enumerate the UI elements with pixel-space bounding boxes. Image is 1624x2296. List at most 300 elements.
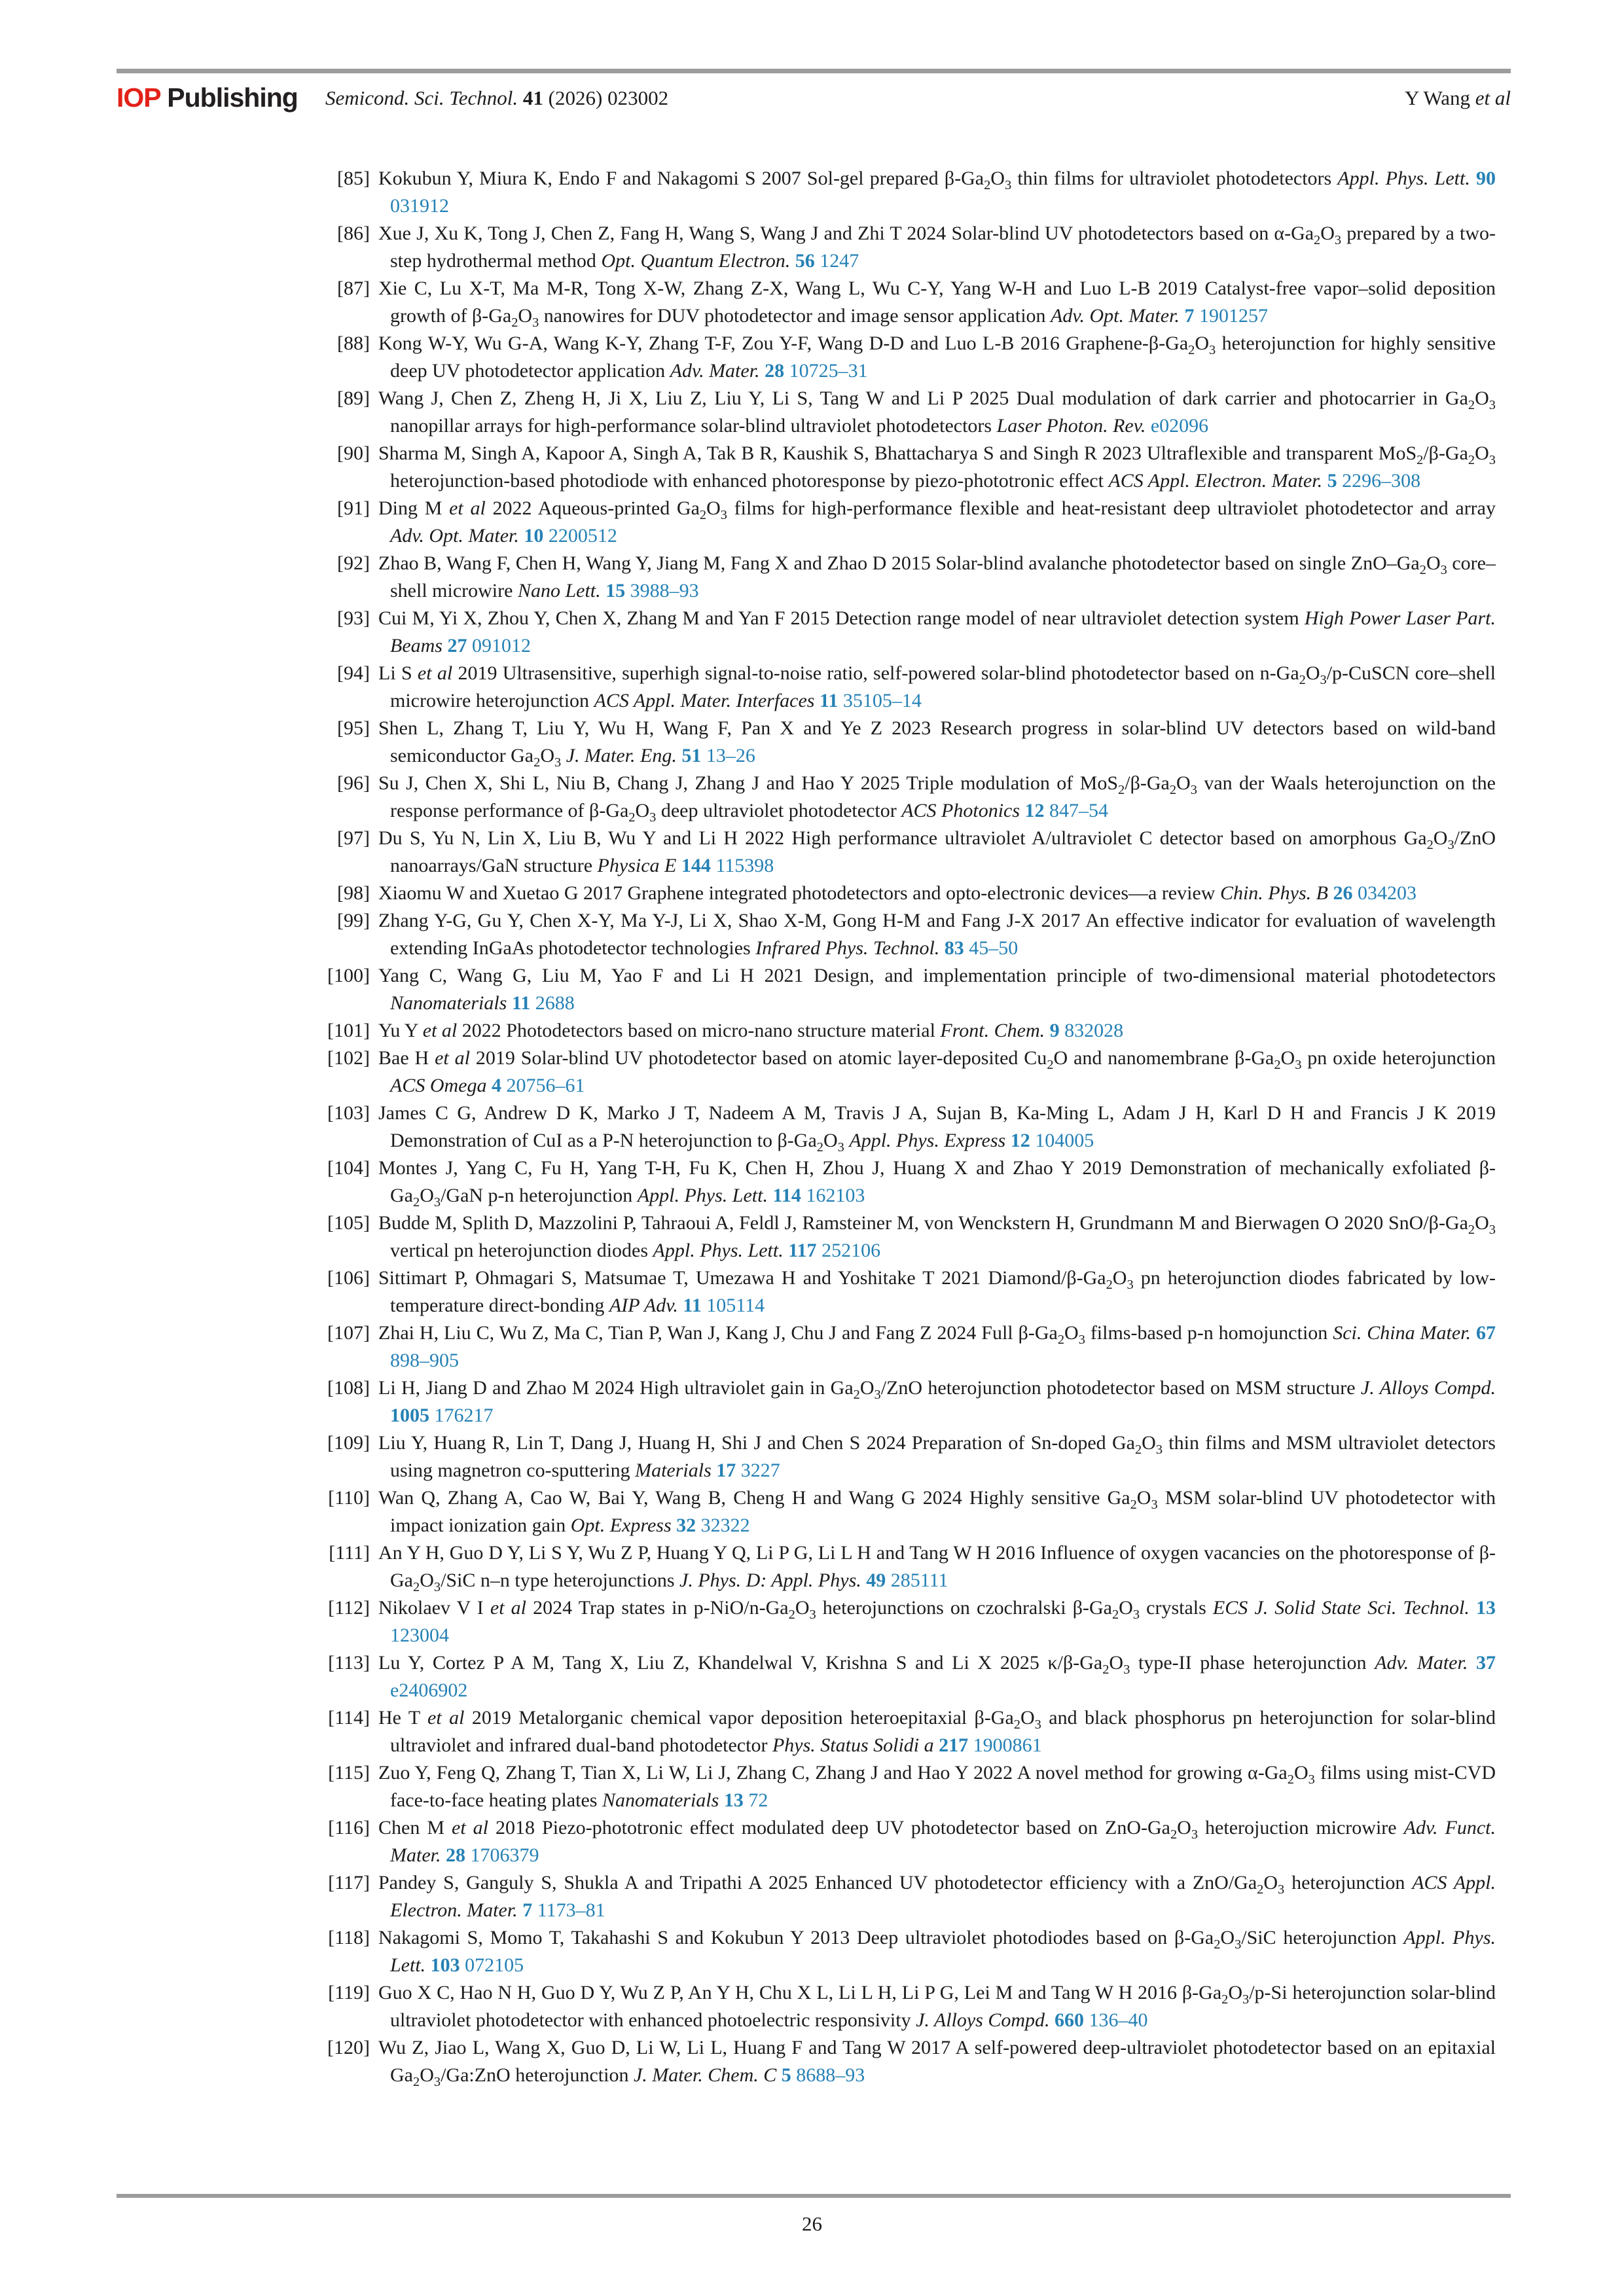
reference-link[interactable]: 162103 — [806, 1185, 865, 1206]
reference-number: [112] — [328, 1597, 370, 1619]
reference-segment: pn oxide heterojunction — [1301, 1047, 1496, 1069]
reference-link[interactable]: 104005 — [1035, 1130, 1094, 1151]
reference-link[interactable]: 034203 — [1357, 882, 1416, 904]
reference-link[interactable]: 72 — [748, 1789, 768, 1811]
reference-link[interactable]: 285111 — [890, 1570, 948, 1591]
reference-link[interactable]: 35105–14 — [842, 690, 922, 711]
reference-segment: vertical pn heterojunction diodes — [390, 1240, 653, 1261]
subscript-text: 2 — [1468, 398, 1475, 412]
reference-link[interactable]: 1900861 — [973, 1734, 1042, 1756]
reference-segment: 2022 Aqueous-printed Ga — [485, 497, 700, 519]
reference-link[interactable]: 12 — [1024, 800, 1045, 821]
reference-segment: O — [420, 1570, 434, 1591]
reference-number: [98] — [337, 882, 370, 904]
reference-segment — [814, 690, 820, 711]
reference-link[interactable]: 83 — [944, 937, 964, 959]
reference-segment — [838, 690, 843, 711]
reference-item — [323, 440, 1496, 495]
subscript-text: 3 — [1190, 783, 1197, 797]
subscript-text: 2 — [1468, 1223, 1475, 1237]
reference-segment: Pandey S, Ganguly S, Shukla A and Tripathi A 2025 Enhanced UV photodetector efficiency with a ZnO/Ga — [378, 1872, 1257, 1893]
reference-number: [89] — [337, 387, 370, 409]
journal-name: Opt. Quantum Electron. — [601, 250, 791, 272]
reference-segment: O — [1228, 1982, 1243, 2003]
reference-item — [323, 385, 1496, 440]
reference-segment: Zuo Y, Feng Q, Zhang T, Tian X, Li W, Li J, Zhang C, Zhang J and Hao Y 2022 A novel method for growing α-Ga — [378, 1762, 1288, 1784]
reference-number: [91] — [337, 497, 370, 519]
subscript-text: 2 — [1188, 343, 1195, 357]
reference-segment: nanopillar arrays for high-performance solar-blind ultraviolet photodetectors — [390, 415, 997, 437]
subscript-text: 2 — [511, 315, 518, 330]
journal-name: Adv. Funct. Mater. — [390, 1817, 1496, 1866]
reference-text — [378, 275, 1496, 330]
journal-name: et al — [417, 662, 453, 684]
reference-segment: O — [1263, 1872, 1278, 1893]
subscript-text: 3 — [1078, 1333, 1085, 1347]
reference-segment: crystals — [1140, 1597, 1213, 1619]
subscript-text: 3 — [1034, 1717, 1041, 1732]
subscript-text: 2 — [1314, 233, 1321, 247]
reference-segment: /ZnO heterojunction photodetector based on MSM structure — [880, 1377, 1361, 1399]
reference-segment: films using mist-CVD face-to-face heating plates — [390, 1762, 1496, 1811]
journal-name: Appl. Phys. Lett. — [637, 1185, 768, 1206]
journal-name: ACS Omega — [390, 1075, 487, 1096]
subscript-text: 3 — [1308, 1772, 1315, 1787]
reference-link[interactable]: 13 — [1476, 1597, 1496, 1619]
reference-segment — [486, 1075, 492, 1096]
reference-item — [323, 220, 1496, 275]
subscript-text: 3 — [1295, 1058, 1302, 1072]
reference-segment: Wu Z, Jiao L, Wang X, Guo D, Li W, Li L, Huang F and Tang W 2017 A self-powered deep-ultraviolet photodetector based on an epitaxial Ga — [378, 2037, 1496, 2086]
reference-item — [323, 1045, 1496, 1100]
reference-segment: O — [1475, 1212, 1489, 1234]
reference-item — [323, 1017, 1496, 1045]
reference-segment: Li H, Jiang D and Zhao M 2024 High ultraviolet gain in Ga — [378, 1377, 854, 1399]
subscript-text: 3 — [1320, 673, 1327, 687]
reference-number: [118] — [328, 1927, 370, 1948]
reference-segment: Su J, Chen X, Shi L, Niu B, Chang J, Zhang J and Hao Y 2025 Triple modulation of MoS — [378, 772, 1119, 794]
reference-text — [378, 1759, 1496, 1814]
reference-link[interactable]: 217 — [939, 1734, 969, 1756]
reference-segment: nanowires for DUV photodetector and image sensor application — [539, 305, 1051, 327]
reference-link[interactable]: 2296–308 — [1342, 470, 1421, 492]
reference-item — [323, 1594, 1496, 1649]
journal-name: Laser Photon. Rev. — [996, 415, 1146, 437]
reference-link[interactable]: 51 — [681, 745, 702, 766]
reference-link[interactable]: 27 — [447, 635, 467, 656]
reference-text — [378, 220, 1496, 275]
reference-text — [378, 907, 1496, 962]
reference-link[interactable]: 11 — [511, 992, 531, 1014]
reference-segment: O — [1220, 1927, 1235, 1948]
subscript-text: 2 — [1274, 1058, 1281, 1072]
subscript-text: 3 — [1132, 1607, 1140, 1622]
reference-link[interactable]: 1247 — [820, 250, 859, 272]
reference-segment — [939, 937, 945, 959]
reference-segment: thin films and MSM ultraviolet detectors using magnetron co-sputtering — [390, 1432, 1496, 1481]
subscript-text: 2 — [1047, 1058, 1054, 1072]
subscript-text: 2 — [1169, 783, 1177, 797]
reference-link[interactable]: 49 — [866, 1570, 886, 1591]
reference-segment: He T — [378, 1707, 428, 1729]
reference-segment — [561, 745, 566, 766]
reference-segment: heterojunction-based photodiode with enhanced photoresponse by piezo-phototronic effect — [390, 470, 1109, 492]
reference-number: [86] — [337, 223, 370, 244]
reference-segment: Kong W-Y, Wu G-A, Wang K-Y, Zhang T-F, Zou Y-F, Wang D-D and Luo L-B 2016 Graphene-β-Ga — [378, 332, 1189, 354]
reference-text — [378, 1155, 1496, 1210]
reference-segment — [1468, 1652, 1476, 1674]
reference-number: [90] — [337, 442, 370, 464]
reference-number: [94] — [337, 662, 370, 684]
reference-segment — [1060, 1020, 1065, 1041]
reference-link[interactable]: 832028 — [1064, 1020, 1124, 1041]
subscript-text: 2 — [1102, 1662, 1110, 1677]
reference-number: [85] — [337, 168, 370, 189]
reference-segment: O — [1280, 1047, 1295, 1069]
reference-segment: /SiC n–n type heterojunctions — [441, 1570, 680, 1591]
reference-number: [109] — [327, 1432, 370, 1454]
journal-name: Infrared Phys. Technol. — [755, 937, 940, 959]
reference-text — [378, 495, 1496, 550]
reference-segment: O — [1426, 552, 1441, 574]
reference-segment — [1470, 1597, 1476, 1619]
subscript-text: 3 — [1151, 1498, 1158, 1512]
reference-segment — [817, 1240, 822, 1261]
reference-item — [323, 1979, 1496, 2034]
reference-link[interactable]: 2200512 — [548, 525, 617, 547]
reference-segment: Zhai H, Liu C, Wu Z, Ma C, Tian P, Wan J, Kang J, Chu J and Fang Z 2024 Full β-Ga — [378, 1322, 1058, 1344]
reference-segment — [625, 580, 630, 601]
reference-item — [323, 962, 1496, 1017]
reference-segment: thin films for ultraviolet photodetectors — [1011, 168, 1338, 189]
reference-number: [103] — [327, 1102, 370, 1124]
subscript-text: 3 — [1235, 1937, 1242, 1952]
reference-segment: O — [795, 1597, 810, 1619]
reference-segment: /ZnO nanoarrays/GaN structure — [390, 827, 1496, 876]
journal-name: Adv. Mater. — [1375, 1652, 1468, 1674]
reference-link[interactable]: 5 — [781, 2064, 791, 2086]
iop-logo-text: IOP — [117, 82, 160, 113]
reference-link[interactable]: 114 — [772, 1185, 801, 1206]
reference-segment: O — [1119, 1597, 1133, 1619]
reference-link[interactable]: 031912 — [390, 195, 449, 217]
reference-item — [323, 495, 1496, 550]
reference-item — [323, 1265, 1496, 1319]
reference-segment: O and nanomembrane β-Ga — [1053, 1047, 1274, 1069]
reference-text — [378, 715, 1496, 770]
reference-link[interactable]: 37 — [1476, 1652, 1496, 1674]
reference-link[interactable]: e02096 — [1150, 415, 1209, 437]
reference-link[interactable]: 847–54 — [1049, 800, 1109, 821]
reference-link[interactable]: 13–26 — [706, 745, 755, 766]
reference-link[interactable]: 3988–93 — [630, 580, 699, 601]
reference-number: [106] — [327, 1267, 370, 1289]
reference-segment: MSM solar-blind UV photodetector with impact ionization gain — [390, 1487, 1496, 1536]
subscript-text: 3 — [1447, 838, 1454, 852]
reference-link[interactable]: 56 — [795, 250, 815, 272]
reference-segment: Chen M — [378, 1817, 452, 1839]
subscript-text: 2 — [816, 1140, 823, 1155]
reference-link[interactable]: 15 — [605, 580, 626, 601]
reference-segment: core–shell microwire — [390, 552, 1496, 601]
reference-link[interactable]: 1005 — [390, 1405, 429, 1426]
reference-link[interactable]: 28 — [446, 1844, 465, 1866]
reference-link[interactable]: 898–905 — [390, 1350, 459, 1371]
reference-link[interactable]: 660 — [1055, 2009, 1085, 2031]
reference-text — [378, 1319, 1496, 1374]
subscript-text: 3 — [1489, 1223, 1496, 1237]
reference-item — [323, 165, 1496, 220]
reference-segment: 2019 Solar-blind UV photodetector based on atomic layer-deposited Cu — [469, 1047, 1047, 1069]
reference-item — [323, 1759, 1496, 1814]
journal-name: et al — [490, 1597, 527, 1619]
reference-segment — [790, 250, 795, 272]
reference-link[interactable]: 144 — [681, 855, 711, 876]
reference-segment: Sharma M, Singh A, Kapoor A, Singh A, Tak B R, Kaushik S, Bhattacharya S and Singh R 2023 Ultraflexible and transparent MoS — [378, 442, 1417, 464]
reference-segment: O — [990, 168, 1005, 189]
reference-link[interactable]: 1901257 — [1199, 305, 1268, 327]
reference-link[interactable]: 1173–81 — [537, 1899, 605, 1921]
reference-segment: /p-Si heterojunction solar-blind ultraviolet photodetector with enhanced photoelectric responsivity — [390, 1982, 1496, 2031]
reference-link[interactable]: 67 — [1475, 1322, 1496, 1344]
reference-link[interactable]: 8688–93 — [796, 2064, 865, 2086]
reference-segment: Guo X C, Hao N H, Guo D Y, Wu Z P, An Y H, Chu X L, Li L H, Li P G, Lei M and Tang W H 2016 β-Ga — [378, 1982, 1222, 2003]
reference-segment: An Y H, Guo D Y, Li S Y, Wu Z P, Huang Y Q, Li P G, Li L H and Tang W H 2016 Influence of oxygen vacancies on the photoresponse of β-Ga — [378, 1542, 1496, 1591]
reference-segment: O — [1177, 1817, 1191, 1839]
reference-link[interactable]: 32 — [676, 1515, 696, 1536]
reference-segment — [1322, 470, 1327, 492]
reference-text — [378, 1594, 1496, 1649]
reference-link[interactable]: 2688 — [535, 992, 575, 1014]
reference-item — [323, 1869, 1496, 1924]
reference-link[interactable]: 10725–31 — [789, 360, 868, 382]
reference-link[interactable]: 5 — [1327, 470, 1337, 492]
reference-link[interactable]: 115398 — [715, 855, 774, 876]
reference-segment: /β-Ga — [1125, 772, 1170, 794]
journal-name: Phys. Status Solidi a — [772, 1734, 934, 1756]
reference-segment: O — [518, 305, 533, 327]
subscript-text: 3 — [649, 810, 657, 825]
reference-segment: prepared by a two-step hydrothermal method — [390, 223, 1496, 272]
journal-name: Nanomaterials — [390, 992, 507, 1014]
reference-link[interactable]: 252106 — [821, 1240, 881, 1261]
reference-segment: Yang C, Wang G, Liu M, Yao F and Li H 2021 Design, and implementation principle of two-dimensional material photodetectors — [378, 965, 1496, 986]
reference-link[interactable]: 90 — [1476, 168, 1496, 189]
reference-item — [323, 907, 1496, 962]
reference-segment: O — [1142, 1432, 1156, 1454]
journal-name: et al — [422, 1020, 458, 1041]
reference-text — [378, 1539, 1496, 1594]
reference-segment: /β-Ga — [1423, 442, 1468, 464]
reference-segment: Du S, Yu N, Lin X, Liu B, Wu Y and Li H 2022 High performance ultraviolet A/ultraviolet C detector based on amorphous Ga — [378, 827, 1427, 849]
reference-item — [323, 550, 1496, 605]
subscript-text: 2 — [699, 508, 707, 522]
journal-name: et al — [449, 497, 486, 519]
journal-name: Physica E — [597, 855, 677, 876]
journal-name: Appl. Phys. Express — [849, 1130, 1006, 1151]
reference-segment — [736, 1460, 741, 1481]
reference-link[interactable]: e2406902 — [390, 1679, 468, 1701]
journal-name: ECS J. Solid State Sci. Technol. — [1212, 1597, 1470, 1619]
subscript-text: 3 — [1489, 453, 1496, 467]
reference-segment — [1020, 800, 1025, 821]
reference-item — [323, 825, 1496, 880]
reference-segment — [968, 1734, 973, 1756]
reference-segment — [760, 360, 765, 382]
reference-link[interactable]: 45–50 — [969, 937, 1019, 959]
journal-name: AIP Adv. — [609, 1295, 678, 1316]
reference-link[interactable]: 13 — [723, 1789, 744, 1811]
reference-link[interactable]: 28 — [765, 360, 785, 382]
reference-link[interactable]: 4 — [491, 1075, 501, 1096]
subscript-text: 2 — [1416, 453, 1424, 467]
reference-segment: Wan Q, Zhang A, Cao W, Bai Y, Wang B, Cheng H and Wang G 2024 Highly sensitive Ga — [378, 1487, 1130, 1509]
journal-name: Adv. Opt. Mater. — [1051, 305, 1180, 327]
reference-text — [378, 605, 1496, 660]
reference-link[interactable]: 3227 — [740, 1460, 780, 1481]
reference-number: [107] — [327, 1322, 370, 1344]
reference-segment: 2018 Piezo-phototronic effect modulated deep UV photodetector based on ZnO-Ga — [488, 1817, 1170, 1839]
reference-segment: O — [540, 745, 554, 766]
reference-link[interactable]: 26 — [1333, 882, 1353, 904]
reference-link[interactable]: 9 — [1049, 1020, 1060, 1041]
reference-number: [120] — [327, 2037, 370, 2058]
footer-rule — [117, 2194, 1511, 2198]
reference-list — [323, 165, 1496, 2089]
reference-number: [100] — [327, 965, 370, 986]
reference-segment — [1050, 2009, 1055, 2031]
subscript-text: 3 — [1127, 1278, 1134, 1292]
reference-text — [378, 440, 1496, 495]
reference-link[interactable]: 1706379 — [470, 1844, 539, 1866]
reference-link[interactable]: 7 — [522, 1899, 533, 1921]
reference-segment: /p-CuSCN core–shell microwire heterojunction — [390, 662, 1496, 711]
reference-text — [378, 330, 1496, 385]
journal-name: Materials — [635, 1460, 712, 1481]
reference-segment: /SiC heterojunction — [1241, 1927, 1404, 1948]
reference-text — [378, 770, 1496, 825]
subscript-text: 3 — [433, 2075, 441, 2089]
journal-name: J. Mater. Chem. C — [633, 2064, 777, 2086]
reference-segment — [1471, 1322, 1476, 1344]
reference-segment — [507, 992, 512, 1014]
subscript-text: 2 — [1214, 1937, 1221, 1952]
journal-name: Nanomaterials — [602, 1789, 719, 1811]
iop-publishing-logo — [117, 82, 298, 113]
reference-segment — [719, 1789, 724, 1811]
reference-link[interactable]: 072105 — [465, 1954, 524, 1976]
reference-segment: films-based p-n homojunction — [1085, 1322, 1333, 1344]
reference-item — [323, 1539, 1496, 1594]
reference-item — [323, 1924, 1496, 1979]
reference-link[interactable]: 091012 — [471, 635, 531, 656]
journal-name: Adv. Opt. Mater. — [390, 525, 519, 547]
reference-item — [323, 660, 1496, 715]
reference-segment: pn heterojunction diodes fabricated by low-temperature direct-bonding — [390, 1267, 1496, 1316]
reference-segment: /GaN p-n heterojunction — [441, 1185, 638, 1206]
running-head-authors — [1405, 86, 1511, 110]
reference-link[interactable]: 7 — [1184, 305, 1195, 327]
reference-segment — [934, 1734, 939, 1756]
reference-item — [323, 2034, 1496, 2089]
reference-segment — [465, 1844, 471, 1866]
reference-segment: O — [1475, 442, 1489, 464]
reference-number: [105] — [327, 1212, 370, 1234]
reference-number: [116] — [328, 1817, 370, 1839]
reference-number: [113] — [328, 1652, 370, 1674]
reference-segment: Nakagomi S, Momo T, Takahashi S and Kokubun Y 2013 Deep ultraviolet photodiodes based on β-Ga — [378, 1927, 1214, 1948]
subscript-text: 2 — [1118, 783, 1125, 797]
reference-segment: Sittimart P, Ohmagari S, Matsumae T, Umezawa H and Yoshitake T 2021 Diamond/β-Ga — [378, 1267, 1106, 1289]
reference-link[interactable]: 20756–61 — [506, 1075, 585, 1096]
reference-number: [114] — [328, 1707, 370, 1729]
reference-segment — [886, 1570, 891, 1591]
reference-number: [99] — [337, 910, 370, 931]
reference-segment: O — [1109, 1652, 1124, 1674]
subscript-text: 3 — [1004, 178, 1012, 192]
reference-segment: /Ga:ZnO heterojunction — [441, 2064, 634, 2086]
reference-item — [323, 1704, 1496, 1759]
reference-segment: James C G, Andrew D K, Marko J T, Nadeem A M, Travis J A, Sujan B, Ka-Ming L, Adam J H, Karl D H and Francis J K 2019 Demonstration of CuI as a P-N heterojunction to β-Ga — [378, 1102, 1496, 1151]
reference-link[interactable]: 117 — [788, 1240, 817, 1261]
page-number: 26 — [802, 2212, 822, 2235]
subscript-text: 3 — [720, 508, 727, 522]
subscript-text: 2 — [1287, 1772, 1294, 1787]
reference-segment: heterojunctions on czochralski β-Ga — [816, 1597, 1112, 1619]
reference-segment: Montes J, Yang C, Fu H, Yang T-H, Fu K, Chen H, Zhou J, Huang X and Zhao Y 2019 Demonstration of mechanically exfoliated β-Ga — [378, 1157, 1496, 1206]
reference-number: [87] — [337, 278, 370, 299]
reference-segment: Xiaomu W and Xuetao G 2017 Graphene integrated photodetectors and opto-electronic devices—a review — [378, 882, 1220, 904]
reference-segment — [1045, 800, 1050, 821]
reference-link[interactable]: 17 — [716, 1460, 736, 1481]
reference-segment: Lu Y, Cortez P A M, Tang X, Liu Z, Khandelwal V, Krishna S and Li X 2025 κ/β-Ga — [378, 1652, 1103, 1674]
reference-link[interactable]: 176217 — [434, 1405, 494, 1426]
reference-text — [378, 1649, 1496, 1704]
reference-segment: O — [859, 1377, 875, 1399]
reference-link[interactable]: 12 — [1010, 1130, 1030, 1151]
reference-segment: van der Waals heterojunction on the response performance of β-Ga — [390, 772, 1496, 821]
reference-item — [323, 1429, 1496, 1484]
subscript-text: 2 — [412, 1195, 420, 1210]
reference-segment: films for high-performance flexible and heat-resistant deep ultraviolet photodetector and array — [727, 497, 1496, 519]
reference-item — [323, 715, 1496, 770]
reference-number: [102] — [327, 1047, 370, 1069]
page-header — [117, 82, 1511, 115]
reference-segment: heterojuction microwire — [1198, 1817, 1404, 1839]
journal-name: Opt. Express — [570, 1515, 672, 1536]
reference-link[interactable]: 10 — [524, 525, 544, 547]
reference-link[interactable]: 103 — [430, 1954, 460, 1976]
reference-number: [119] — [328, 1982, 370, 2003]
reference-text — [378, 1100, 1496, 1155]
subscript-text: 2 — [628, 810, 636, 825]
reference-segment — [1084, 2009, 1089, 2031]
reference-link[interactable]: 11 — [683, 1295, 702, 1316]
reference-link[interactable]: 105114 — [706, 1295, 765, 1316]
reference-segment — [530, 992, 535, 1014]
journal-name: Appl. Phys. Lett. — [1337, 168, 1470, 189]
reference-link[interactable]: 136–40 — [1089, 2009, 1148, 2031]
reference-segment — [696, 1515, 701, 1536]
reference-link[interactable]: 11 — [819, 690, 839, 711]
reference-link[interactable]: 123004 — [390, 1624, 449, 1646]
reference-segment: Li S — [378, 662, 418, 684]
reference-segment: 2019 Ultrasensitive, superhigh signal-to-noise ratio, self-powered solar-blind photodetector based on n-Ga — [452, 662, 1299, 684]
reference-link[interactable]: 32322 — [700, 1515, 750, 1536]
subscript-text: 3 — [1334, 233, 1342, 247]
reference-item — [323, 1155, 1496, 1210]
reference-segment: O — [420, 1185, 434, 1206]
